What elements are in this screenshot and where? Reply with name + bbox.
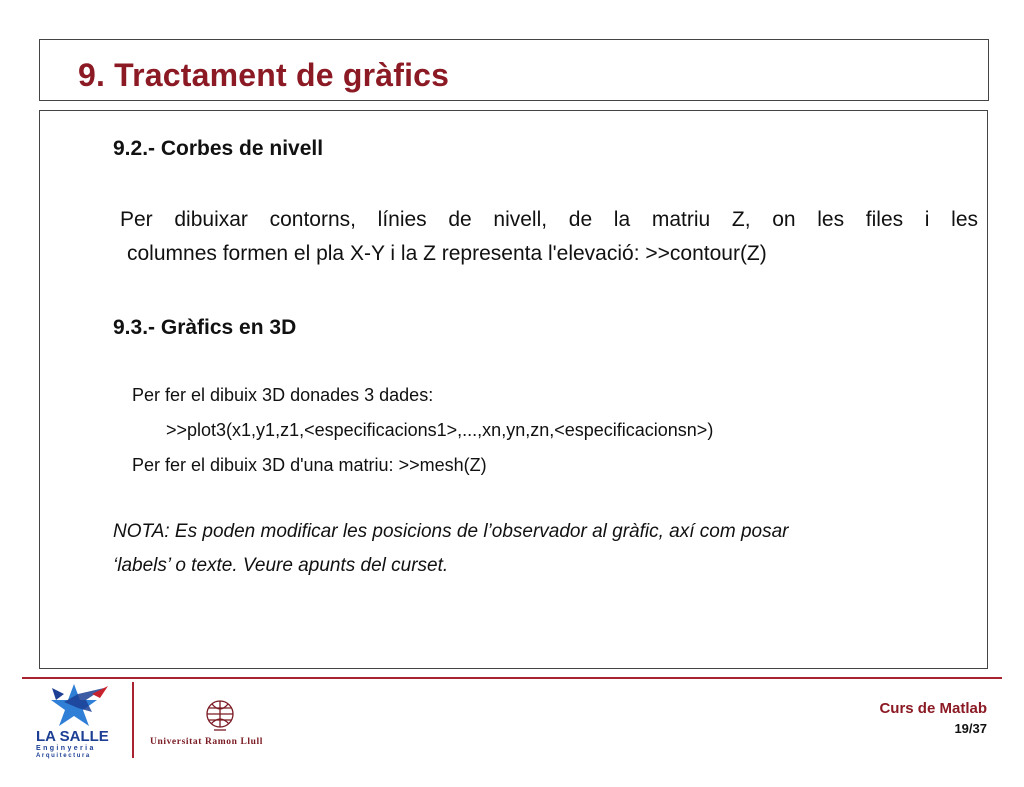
plot3-intro: Per fer el dibuix 3D donades 3 dades: — [132, 385, 434, 405]
la-salle-logo — [34, 682, 126, 760]
note-line-2: ‘labels’ o texte. Veure apunts del curset. — [113, 555, 449, 576]
footer-vertical-rule — [132, 682, 134, 758]
content-box — [39, 110, 988, 669]
note-line-1: NOTA: Es poden modificar les posicions de l’observador al gràfic, axí com posar — [113, 521, 789, 542]
la-salle-sub-2: Arquitectura — [36, 753, 91, 759]
contour-heading: 9.2.- Corbes de nivell — [113, 137, 324, 160]
la-salle-star-icon — [34, 682, 126, 732]
la-salle-brand: LA SALLE — [36, 728, 109, 745]
contour-line-1: Per dibuixar contorns, línies de nivell, de la matriu Z, on les files i les — [120, 208, 978, 231]
footer-divider — [22, 677, 1002, 679]
la-salle-sub-1: Enginyeria — [36, 745, 96, 752]
plot3-command: >>plot3(x1,y1,z1,<especificacions1>,...,xn,yn,zn,<especificacionsn>) — [166, 420, 714, 440]
graphics3d-heading: 9.3.- Gràfics en 3D — [113, 316, 297, 339]
university-name: Universitat Ramon Llull — [150, 737, 264, 747]
slide-title: 9. Tractament de gràfics — [78, 57, 450, 93]
contour-paragraph — [120, 203, 978, 271]
title-box — [39, 39, 989, 101]
contour-line-2: columnes formen el pla X-Y i la Z representa l'elevació: >>contour(Z) — [127, 242, 767, 265]
mesh-text: Per fer el dibuix 3D d'una matriu: >>mesh(Z) — [132, 455, 487, 475]
page-number: 19/37 — [954, 721, 987, 736]
course-name: Curs de Matlab — [879, 700, 987, 717]
